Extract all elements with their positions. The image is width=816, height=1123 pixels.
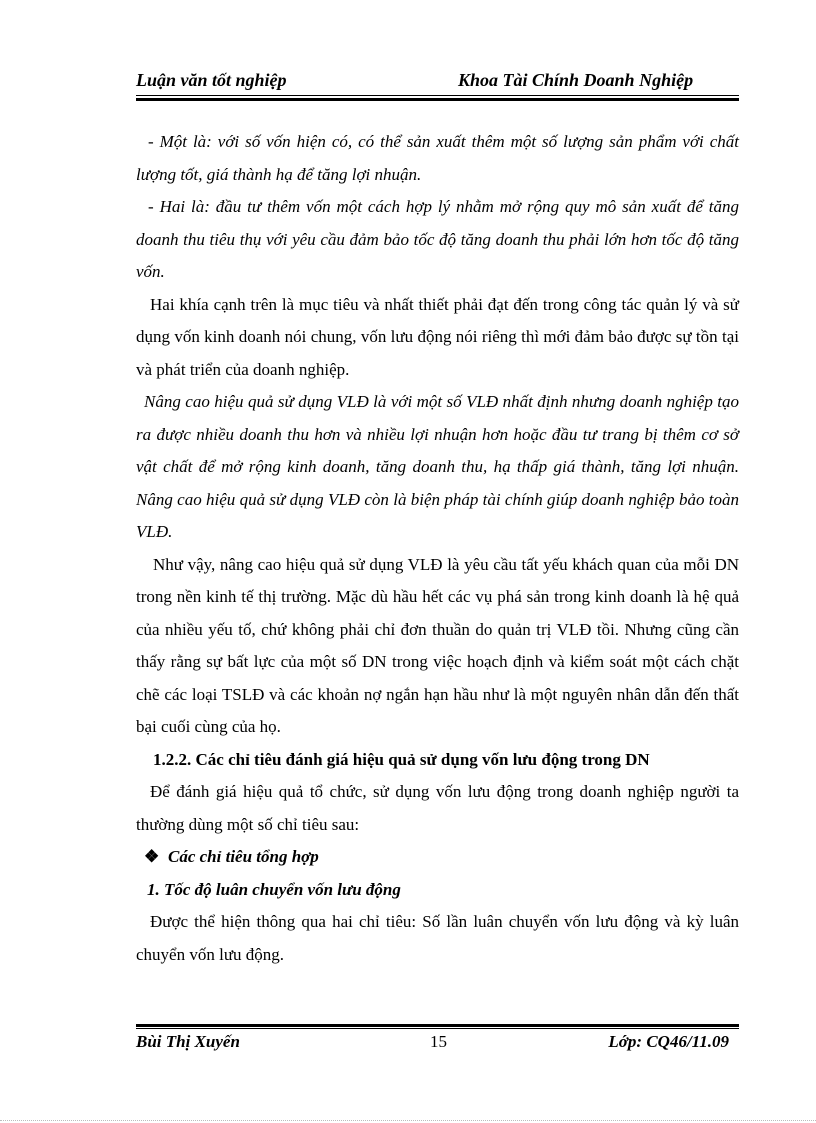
paragraph-1: - Một là: với số vốn hiện có, có thể sản xuất thêm một số lượng sản phẩm với chất lượng tốt, giá thành hạ để tăng lợi nhuận. (136, 132, 739, 184)
subsection-heading-label: Các chỉ tiêu tổng hợp (168, 847, 319, 866)
header-faculty: Khoa Tài Chính Doanh Nghiệp (458, 70, 694, 90)
paragraph-6: Để đánh giá hiệu quả tổ chức, sử dụng vốn lưu động trong doanh nghiệp người ta thường dùng một số chỉ tiêu sau: (136, 782, 739, 834)
header-rule-thin (136, 95, 739, 96)
section-heading: 1.2.2. Các chỉ tiêu đánh giá hiệu quả sử dụng vốn lưu động trong DN (153, 749, 650, 769)
paragraph-4: Nâng cao hiệu quả sử dụng VLĐ là với một số VLĐ nhất định nhưng doanh nghiệp tạo ra được nhiều doanh thu hơn và nhiều lợi nhuận hơn hoặc đầu tư trang bị thêm cơ sở vật chất để mở rộng kinh doanh, tăng doanh thu, hạ thấp giá thành, tăng lợi nhuận. Nâng cao hiệu quả sử dụng VLĐ còn là biện pháp tài chính giúp doanh nghiệp bảo toàn VLĐ. (136, 392, 739, 541)
page-number: 15 (430, 1032, 447, 1051)
page-bottom-dotted-border (0, 1120, 816, 1121)
header-rule-thick (136, 98, 739, 101)
paragraph-7: Được thể hiện thông qua hai chỉ tiêu: Số lần luân chuyển vốn lưu động và kỳ luân chuyển vốn lưu động. (136, 912, 739, 964)
body-text (136, 126, 739, 971)
diamond-bullet-icon: ❖ (144, 847, 160, 866)
numbered-heading: 1. Tốc độ luân chuyển vốn lưu động (147, 879, 401, 899)
footer-author: Bùi Thị Xuyến (136, 1032, 240, 1051)
footer-rule-thin (136, 1028, 739, 1029)
paragraph-2: - Hai là: đầu tư thêm vốn một cách hợp lý nhằm mở rộng quy mô sản xuất để tăng doanh thu tiêu thụ với yêu cầu đảm bảo tốc độ tăng doanh thu phải lớn hơn tốc độ tăng vốn. (136, 197, 739, 281)
page-footer (136, 1030, 739, 1058)
subsection-heading (136, 841, 739, 874)
footer-class: Lớp: CQ46/11.09 (608, 1032, 729, 1051)
header-thesis-title: Luận văn tốt nghiệp (136, 70, 287, 90)
paragraph-5: Như vậy, nâng cao hiệu quả sử dụng VLĐ là yêu cầu tất yếu khách quan của mỗi DN trong nền kinh tế thị trường. Mặc dù hầu hết các vụ phá sản trong kinh doanh là hệ quả của nhiều yếu tố, chứ không phải chỉ đơn thuần do quản trị VLĐ tồi. Nhưng cũng cần thấy rằng sự bất lực của một số DN trong việc hoạch định và kiểm soát một cách chặt chẽ các loại TSLĐ và các khoản nợ ngắn hạn hầu như là một nguyên nhân dẫn đến thất bại cuối cùng của họ. (136, 554, 739, 736)
paragraph-3: Hai khía cạnh trên là mục tiêu và nhất thiết phải đạt đến trong công tác quản lý và sử dụng vốn kinh doanh nói chung, vốn lưu động nói riêng thì mới đảm bảo được sự tồn tại và phát triển của doanh nghiệp. (136, 294, 739, 379)
page-header (136, 68, 739, 98)
footer-rule-thick (136, 1024, 739, 1027)
